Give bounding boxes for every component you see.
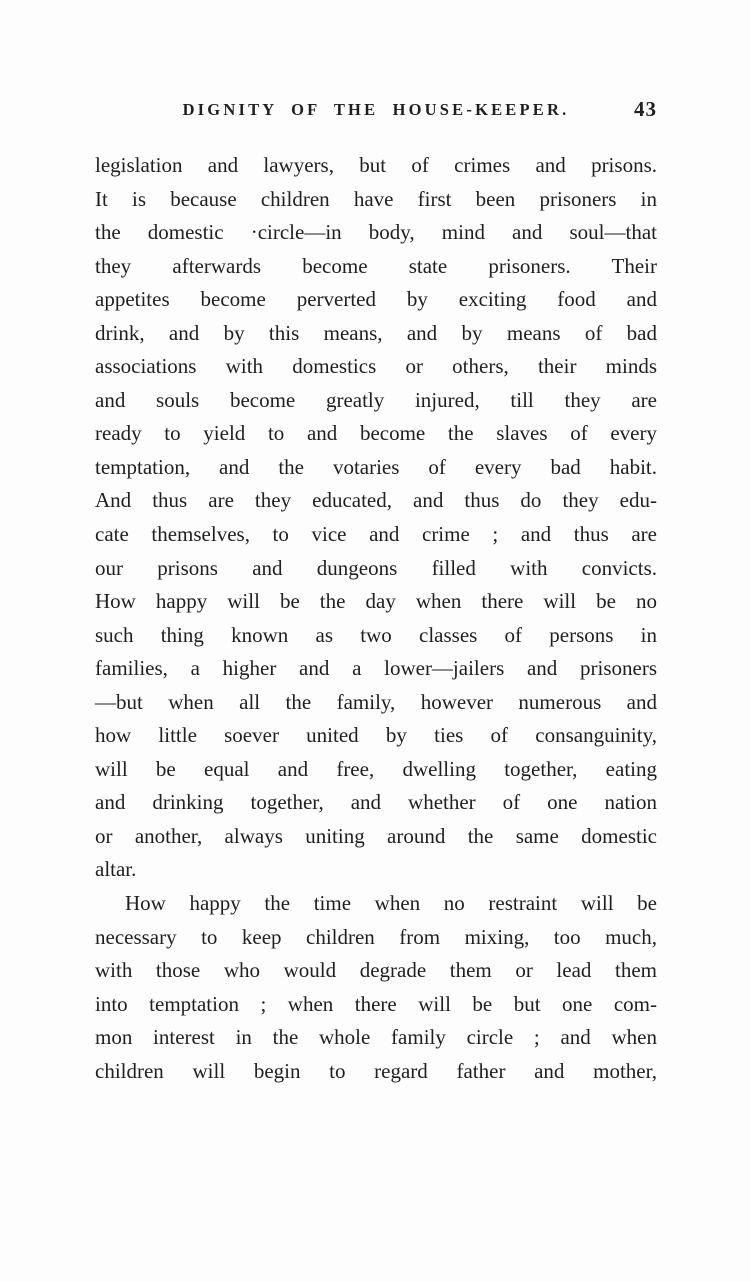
text-line: How happy the time when no restraint will be <box>125 891 657 916</box>
text-line: altar. <box>95 857 137 882</box>
text-line: mon interest in the whole family circle ; and when <box>95 1025 657 1050</box>
text-line: legislation and lawyers, but of crimes and prisons. <box>95 153 657 177</box>
paragraph <box>95 149 657 887</box>
text-line: And thus are they educated, and thus do they edu- <box>95 488 657 513</box>
text-line: cate themselves, to vice and crime ; and thus are <box>95 522 657 547</box>
text-line: the domestic ·circle—in body, mind and soul—that <box>95 220 657 245</box>
chapter-title: DIGNITY OF THE HOUSE-KEEPER. <box>182 100 570 119</box>
text-line: It is because children have first been prisoners in <box>95 186 657 211</box>
text-line: will be equal and free, dwelling together, eating <box>95 756 657 781</box>
text-line: —but when all the family, however numerous and <box>95 689 657 714</box>
text-line: with those who would degrade them or lead them <box>95 958 657 983</box>
text-line: drink, and by this means, and by means of bad <box>95 320 657 345</box>
text-line: necessary to keep children from mixing, too much, <box>95 924 657 949</box>
running-head <box>95 97 657 124</box>
text-line: How happy will be the day when there will be no <box>95 589 657 614</box>
text-line: they afterwards become state prisoners. Their <box>95 253 657 278</box>
text-line: and drinking together, and whether of one nation <box>95 790 657 815</box>
text-line: how little soever united by ties of consanguinity, <box>95 723 657 748</box>
text-line: or another, always uniting around the same domestic <box>95 823 657 848</box>
text-line: into temptation ; when there will be but one com- <box>95 991 657 1016</box>
body-text <box>95 149 657 1088</box>
text-line: appetites become perverted by exciting food and <box>95 287 657 312</box>
text-line: associations with domestics or others, their minds <box>95 354 657 379</box>
text-line: ready to yield to and become the slaves of every <box>95 421 657 446</box>
text-line: temptation, and the votaries of every bad habit. <box>95 454 657 479</box>
page-number: 43 <box>634 97 657 121</box>
text-line: such thing known as two classes of persons in <box>95 622 657 647</box>
text-line: families, a higher and a lower—jailers and prisoners <box>95 656 657 681</box>
text-line: children will begin to regard father and mother, <box>95 1058 657 1083</box>
text-line: and souls become greatly injured, till they are <box>95 387 657 412</box>
text-line: our prisons and dungeons filled with convicts. <box>95 555 657 580</box>
paragraph <box>95 887 657 1088</box>
